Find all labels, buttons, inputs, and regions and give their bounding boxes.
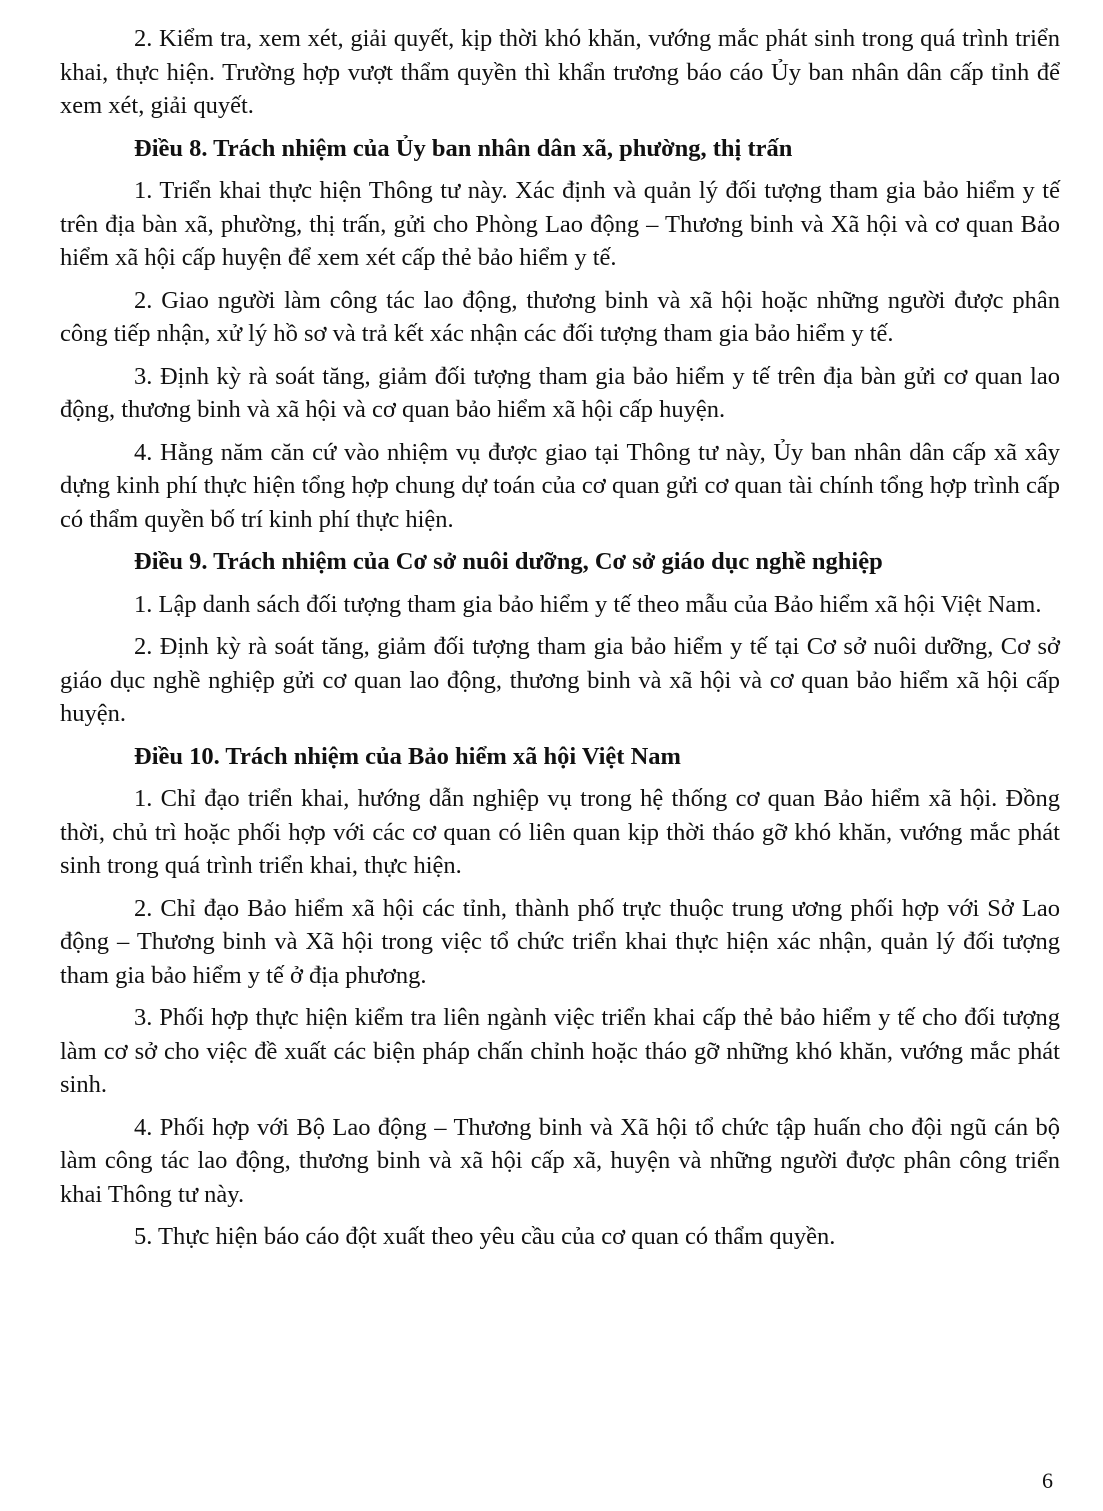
article-8-paragraph-3: 3. Định kỳ rà soát tăng, giảm đối tượng tham gia bảo hiểm y tế trên địa bàn gửi cơ quan lao động, thương binh và xã hội và cơ quan bảo hiểm xã hội cấp huyện. xyxy=(60,362,1060,423)
article-10-paragraph-4: 4. Phối hợp với Bộ Lao động – Thương binh và Xã hội tổ chức tập huấn cho đội ngũ cán bộ làm công tác lao động, thương binh và xã hội cấp xã, huyện và những người được phân công triển khai Thông tư này. xyxy=(60,1113,1060,1208)
article-9-paragraph-2: 2. Định kỳ rà soát tăng, giảm đối tượng tham gia bảo hiểm y tế tại Cơ sở nuôi dưỡng, Cơ sở giáo dục nghề nghiệp gửi cơ quan lao động, thương binh và xã hội và cơ quan bảo hiểm xã hội cấp huyện. xyxy=(60,633,1060,727)
article-9-heading: Điều 9. Trách nhiệm của Cơ sở nuôi dưỡng, Cơ sở giáo dục nghề nghiệp xyxy=(134,548,883,575)
article-8-heading: Điều 8. Trách nhiệm của Ủy ban nhân dân xã, phường, thị trấn xyxy=(134,134,793,162)
article-10-paragraph-5: 5. Thực hiện báo cáo đột xuất theo yêu cầu của cơ quan có thẩm quyền. xyxy=(134,1223,836,1250)
page-number: 6 xyxy=(1042,1468,1053,1493)
article-9-paragraph-1: 1. Lập danh sách đối tượng tham gia bảo hiểm y tế theo mẫu của Bảo hiểm xã hội Việt Nam. xyxy=(134,590,1042,618)
article-8-paragraph-4: 4. Hằng năm căn cứ vào nhiệm vụ được giao tại Thông tư này, Ủy ban nhân dân cấp xã xây dựng kinh phí thực hiện tổng hợp chung dự toán của cơ quan gửi cơ quan tài chính tổng hợp trình cấp có thẩm quyền bố trí kinh phí thực hiện. xyxy=(60,438,1060,533)
article-10-paragraph-3: 3. Phối hợp thực hiện kiểm tra liên ngành việc triển khai cấp thẻ bảo hiểm y tế cho đối tượng làm cơ sở cho việc đề xuất các biện pháp chấn chỉnh hoặc tháo gỡ những khó khăn, vướng mắc phát sinh. xyxy=(60,1004,1060,1098)
article-8-paragraph-1: 1. Triển khai thực hiện Thông tư này. Xác định và quản lý đối tượng tham gia bảo hiểm y tế trên địa bàn xã, phường, thị trấn, gửi cho Phòng Lao động – Thương binh và Xã hội và cơ quan Bảo hiểm xã hội cấp huyện để xem xét cấp thẻ bảo hiểm y tế. xyxy=(60,177,1060,271)
article-8-paragraph-2: 2. Giao người làm công tác lao động, thương binh và xã hội hoặc những người được phân công tiếp nhận, xử lý hồ sơ và trả kết xác nhận các đối tượng tham gia bảo hiểm y tế. xyxy=(60,286,1060,347)
article-10-heading: Điều 10. Trách nhiệm của Bảo hiểm xã hội Việt Nam xyxy=(134,742,681,770)
document-page xyxy=(60,22,1060,1263)
article-7-paragraph-2: 2. Kiểm tra, xem xét, giải quyết, kịp thời khó khăn, vướng mắc phát sinh trong quá trình triển khai, thực hiện. Trường hợp vượt thẩm quyền thì khẩn trương báo cáo Ủy ban nhân dân cấp tỉnh để xem xét, giải quyết. xyxy=(60,25,1060,119)
article-10-paragraph-2: 2. Chỉ đạo Bảo hiểm xã hội các tỉnh, thành phố trực thuộc trung ương phối hợp với Sở Lao động – Thương binh và Xã hội trong việc tổ chức triển khai thực hiện xác nhận, quản lý đối tượng tham gia bảo hiểm y tế ở địa phương. xyxy=(60,894,1060,989)
article-10-paragraph-1: 1. Chỉ đạo triển khai, hướng dẫn nghiệp vụ trong hệ thống cơ quan Bảo hiểm xã hội. Đồng thời, chủ trì hoặc phối hợp với các cơ quan có liên quan kịp thời tháo gỡ khó khăn, vướng mắc phát sinh trong quá trình triển khai, thực hiện. xyxy=(60,785,1060,879)
